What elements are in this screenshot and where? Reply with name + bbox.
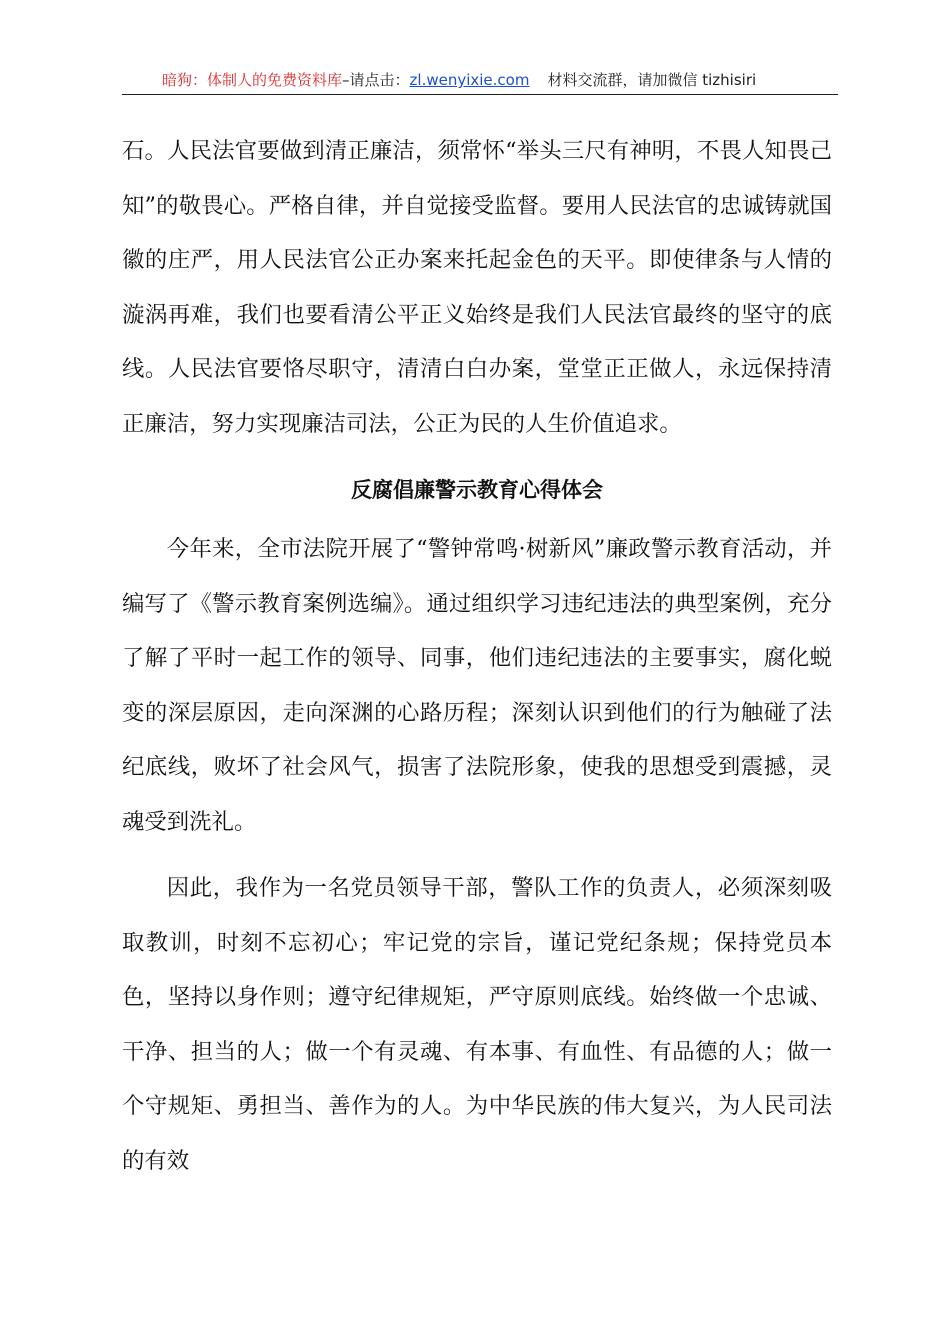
- page-header: [122, 62, 838, 95]
- header-prompt: –请点击：: [342, 71, 410, 89]
- header-brand: 暗狗：体制人的免费资料库: [162, 71, 343, 89]
- header-contact: 材料交流群，请加微信 tizhisiri: [547, 71, 757, 89]
- header-line: [162, 68, 756, 92]
- body-paragraph-2: 因此，我作为一名党员领导干部，警队工作的负责人，必须深刻吸取教训，时刻不忘初心；牢记党的宗旨，谨记党纪条规；保持党员本色，坚持以身作则；遵守纪律规矩，严守原则底线。始终做一个忠诚、干净、担当的人；做一个有灵魂、有本事、有血性、有品德的人；做一个守规矩、勇担当、善作为的人。为中华民族的伟大复兴，为人民司法的有效: [122, 875, 832, 1174]
- continued-paragraph: 石。人民法官要做到清正廉洁，须常怀“举头三尺有神明，不畏人知畏己知”的敬畏心。严格自律，并自觉接受监督。要用人民法官的忠诚铸就国徽的庄严，用人民法官公正办案来托起金色的天平。即使律条与人情的漩涡再难，我们也要看清公平正义始终是我们人民法官最终的坚守的底线。人民法官要恪尽职守，清清白白办案，堂堂正正做人，永远保持清正廉洁，努力实现廉洁司法，公正为民的人生价值追求。: [122, 138, 832, 437]
- header-link[interactable]: zl.wenyixie.com: [409, 71, 530, 89]
- section-title: 反腐倡廉警示教育心得体会: [351, 478, 603, 502]
- body-paragraph-1: 今年来，全市法院开展了“警钟常鸣·树新风”廉政警示教育活动，并编写了《警示教育案例选编》。通过组织学习违纪违法的典型案例，充分了解了平时一起工作的领导、同事，他们违纪违法的主要事实，腐化蜕变的深层原因，走向深渊的心路历程；深刻认识到他们的行为触碰了法纪底线，败坏了社会风气，损害了法院形象，使我的思想受到震撼，灵魂受到洗礼。: [122, 536, 832, 835]
